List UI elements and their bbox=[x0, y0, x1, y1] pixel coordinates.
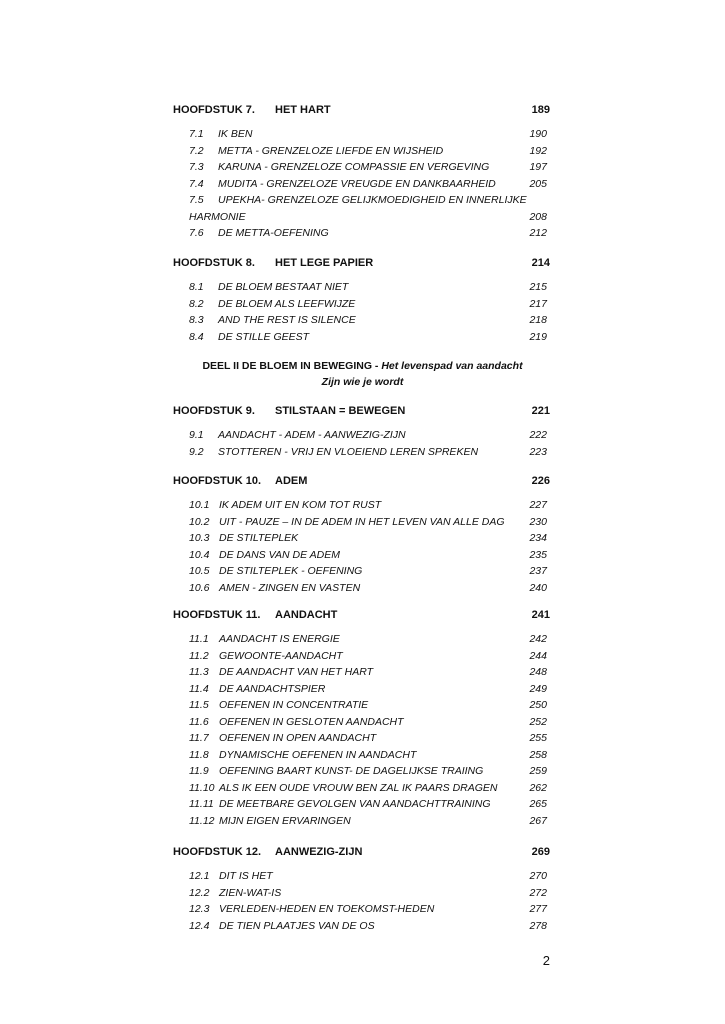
chapter-heading[interactable] bbox=[173, 607, 550, 624]
entry-number: 11.9 bbox=[189, 765, 209, 777]
entry-title: DYNAMISCHE OEFENEN IN AANDACHT bbox=[219, 748, 417, 761]
entry-title: DE STILLE GEEST bbox=[218, 330, 310, 343]
entry-page: 250 bbox=[529, 699, 547, 711]
entry-title: DE TIEN PLAATJES VAN DE OS bbox=[219, 919, 375, 932]
chapter-page: 214 bbox=[531, 257, 550, 269]
entry-page: 230 bbox=[529, 515, 547, 528]
chapter-title: STILSTAAN = BEWEGEN bbox=[275, 405, 406, 417]
chapter-number: HOOFDSTUK 12. bbox=[173, 846, 262, 858]
chapter-number: HOOFDSTUK 9. bbox=[173, 405, 255, 417]
part-subtitle: Het levenspad van aandacht bbox=[381, 360, 523, 372]
entry-number: 11.12 bbox=[189, 814, 215, 827]
entry-number: 7.3 bbox=[189, 161, 204, 173]
toc-entry[interactable] bbox=[189, 563, 547, 579]
entry-page: 215 bbox=[529, 281, 547, 293]
toc-entry[interactable] bbox=[189, 648, 547, 664]
entry-number: 10.4 bbox=[189, 548, 210, 561]
chapter-page: 226 bbox=[531, 475, 550, 487]
entry-number: 7.1 bbox=[189, 128, 204, 140]
entry-title: UPEKHA- GRENZELOZE GELIJKMOEDIGHEID EN INNERLIJKE bbox=[218, 194, 527, 206]
entry-number: 11.8 bbox=[189, 748, 209, 761]
entry-page: 217 bbox=[529, 297, 547, 310]
entry-page: 197 bbox=[529, 161, 547, 173]
entry-number: 8.4 bbox=[189, 330, 204, 343]
entry-number: 11.10 bbox=[189, 781, 215, 794]
toc-entry[interactable] bbox=[189, 918, 547, 934]
toc-entry[interactable] bbox=[189, 126, 547, 142]
entry-number: 12.2 bbox=[189, 886, 210, 899]
entry-title: DE STILTEPLEK bbox=[219, 532, 299, 544]
entry-number: 11.7 bbox=[189, 732, 209, 744]
entry-page: 227 bbox=[529, 499, 547, 511]
page-number: 2 bbox=[542, 953, 550, 968]
toc-entry-continuation[interactable] bbox=[189, 209, 547, 225]
entry-page: 218 bbox=[529, 314, 547, 326]
entry-title: METTA - GRENZELOZE LIEFDE EN WIJSHEID bbox=[218, 144, 444, 157]
entry-page: 208 bbox=[529, 210, 547, 223]
chapter-number: HOOFDSTUK 8. bbox=[173, 257, 255, 269]
toc-entry[interactable] bbox=[189, 664, 547, 680]
entry-page: 212 bbox=[529, 227, 547, 239]
entry-page: 240 bbox=[529, 581, 547, 594]
entry-number: 9.1 bbox=[189, 429, 204, 441]
toc-entry[interactable] bbox=[189, 580, 547, 596]
entry-number: 8.1 bbox=[189, 281, 204, 293]
entry-number: 11.1 bbox=[189, 633, 209, 645]
entry-number: 12.1 bbox=[189, 870, 210, 882]
entry-title: IK ADEM UIT EN KOM TOT RUST bbox=[219, 499, 382, 511]
part-motto: Zijn wie je wordt bbox=[321, 376, 404, 388]
entry-page: 235 bbox=[529, 548, 547, 561]
entry-title: GEWOONTE-AANDACHT bbox=[219, 649, 343, 662]
toc-entry[interactable] bbox=[189, 714, 547, 730]
toc-entry[interactable] bbox=[189, 747, 547, 763]
entry-number: 12.3 bbox=[189, 903, 210, 915]
toc-entry[interactable] bbox=[189, 813, 547, 829]
part-heading-line2 bbox=[150, 374, 575, 390]
entry-number: 10.2 bbox=[189, 515, 210, 528]
toc-entry[interactable] bbox=[189, 176, 547, 192]
toc-entry[interactable] bbox=[189, 547, 547, 563]
entry-title: MIJN EIGEN ERVARINGEN bbox=[219, 814, 351, 827]
entry-page: 267 bbox=[529, 814, 547, 827]
toc-entry[interactable] bbox=[189, 497, 547, 513]
part-heading bbox=[150, 358, 575, 374]
entry-title: AMEN - ZINGEN EN VASTEN bbox=[219, 581, 361, 594]
entry-page: 270 bbox=[529, 870, 547, 882]
chapter-heading[interactable] bbox=[173, 403, 550, 420]
entry-number: 8.3 bbox=[189, 314, 204, 326]
toc-entry[interactable] bbox=[189, 143, 547, 159]
entry-number: 10.1 bbox=[189, 499, 210, 511]
entry-page: 259 bbox=[529, 765, 547, 777]
chapter-number: HOOFDSTUK 10. bbox=[173, 475, 262, 487]
entry-page: 265 bbox=[529, 798, 547, 810]
chapter-page: 189 bbox=[531, 104, 550, 116]
entry-page: 249 bbox=[529, 682, 547, 695]
toc-entry[interactable] bbox=[189, 192, 547, 208]
entry-title: OEFENEN IN GESLOTEN AANDACHT bbox=[219, 715, 404, 728]
entry-title: IK BEN bbox=[218, 128, 253, 140]
chapter-page: 269 bbox=[531, 846, 550, 858]
entry-page: 190 bbox=[529, 128, 547, 140]
chapter-title: HET HART bbox=[275, 104, 331, 116]
toc-entry[interactable] bbox=[189, 681, 547, 697]
entry-page: 192 bbox=[529, 144, 547, 157]
entry-number: 11.6 bbox=[189, 715, 209, 728]
entry-number: 7.5 bbox=[189, 194, 204, 206]
toc-entry[interactable] bbox=[189, 631, 547, 647]
entry-page: 237 bbox=[529, 565, 547, 577]
chapter-number: HOOFDSTUK 11. bbox=[173, 609, 261, 621]
toc-entry[interactable] bbox=[189, 901, 547, 917]
entry-title: DE MEETBARE GEVOLGEN VAN AANDACHTTRAINING bbox=[219, 798, 491, 810]
toc-entry[interactable] bbox=[189, 159, 547, 175]
entry-page: 262 bbox=[529, 781, 547, 794]
entry-title: MUDITA - GRENZELOZE VREUGDE EN DANKBAARHEID bbox=[218, 177, 496, 190]
entry-title: DE AANDACHTSPIER bbox=[219, 682, 326, 695]
toc-entry[interactable] bbox=[189, 763, 547, 779]
chapter-heading[interactable] bbox=[173, 102, 550, 119]
chapter-title: ADEM bbox=[275, 475, 308, 487]
toc-entry[interactable] bbox=[189, 514, 547, 530]
entry-page: 242 bbox=[529, 633, 547, 645]
entry-page: 255 bbox=[529, 732, 547, 744]
entry-page: 219 bbox=[529, 330, 547, 343]
entry-number: 8.2 bbox=[189, 297, 204, 310]
entry-title: OEFENING BAART KUNST- DE DAGELIJKSE TRAIING bbox=[219, 765, 484, 777]
entry-title: OEFENEN IN OPEN AANDACHT bbox=[219, 732, 377, 744]
chapter-heading[interactable] bbox=[173, 473, 550, 490]
toc-entry[interactable] bbox=[189, 780, 547, 796]
entry-number: 9.2 bbox=[189, 445, 204, 458]
entry-page: 252 bbox=[529, 715, 547, 728]
entry-page: 248 bbox=[529, 666, 547, 678]
toc-entry[interactable] bbox=[189, 329, 547, 345]
part-label: DEEL II DE BLOEM IN BEWEGING - bbox=[202, 360, 382, 372]
toc-entry[interactable] bbox=[189, 312, 547, 328]
entry-title: DE DANS VAN DE ADEM bbox=[219, 548, 340, 561]
entry-number: 10.6 bbox=[189, 581, 210, 594]
entry-page: 234 bbox=[529, 532, 547, 544]
entry-title: AND THE REST IS SILENCE bbox=[218, 314, 356, 326]
toc-entry[interactable] bbox=[189, 279, 547, 295]
entry-title: DIT IS HET bbox=[219, 870, 273, 882]
toc-entry[interactable] bbox=[189, 796, 547, 812]
chapter-title: AANDACHT bbox=[275, 609, 338, 621]
chapter-page: 241 bbox=[531, 609, 550, 621]
toc-entry[interactable] bbox=[189, 697, 547, 713]
entry-title: DE AANDACHT VAN HET HART bbox=[219, 666, 374, 678]
entry-title: DE BLOEM BESTAAT NIET bbox=[218, 281, 349, 293]
chapter-title: AANWEZIG-ZIJN bbox=[275, 846, 363, 858]
entry-title: ALS IK EEN OUDE VROUW BEN ZAL IK PAARS DRAGEN bbox=[219, 781, 498, 794]
toc-entry[interactable] bbox=[189, 225, 547, 241]
chapter-page: 221 bbox=[531, 405, 550, 417]
entry-number: 11.3 bbox=[189, 666, 209, 678]
entry-title: VERLEDEN-HEDEN EN TOEKOMST-HEDEN bbox=[219, 903, 435, 915]
entry-number: 7.2 bbox=[189, 144, 204, 157]
entry-title-continuation: HARMONIE bbox=[189, 210, 246, 223]
entry-page: 272 bbox=[529, 886, 547, 899]
entry-number: 7.4 bbox=[189, 177, 204, 190]
entry-number: 7.6 bbox=[189, 227, 204, 239]
entry-title: DE STILTEPLEK - OEFENING bbox=[219, 565, 363, 577]
chapter-heading[interactable] bbox=[173, 255, 550, 272]
entry-title: OEFENEN IN CONCENTRATIE bbox=[219, 699, 369, 711]
entry-number: 10.5 bbox=[189, 565, 210, 577]
entry-page: 223 bbox=[529, 445, 547, 458]
entry-title: UIT - PAUZE – IN DE ADEM IN HET LEVEN VAN ALLE DAG bbox=[219, 515, 505, 528]
entry-page: 222 bbox=[529, 429, 547, 441]
entry-number: 11.4 bbox=[189, 682, 209, 695]
entry-page: 258 bbox=[529, 748, 547, 761]
entry-title: STOTTEREN - VRIJ EN VLOEIEND LEREN SPREKEN bbox=[218, 445, 479, 458]
chapter-title: HET LEGE PAPIER bbox=[275, 257, 374, 269]
toc-entry[interactable] bbox=[189, 530, 547, 546]
toc-entry[interactable] bbox=[189, 444, 547, 460]
toc-entry[interactable] bbox=[189, 730, 547, 746]
entry-number: 10.3 bbox=[189, 532, 210, 544]
entry-page: 244 bbox=[529, 649, 547, 662]
entry-number: 11.5 bbox=[189, 699, 209, 711]
entry-title: AANDACHT IS ENERGIE bbox=[219, 633, 340, 645]
entry-title: ZIEN-WAT-IS bbox=[219, 886, 282, 899]
entry-number: 12.4 bbox=[189, 919, 210, 932]
entry-title: KARUNA - GRENZELOZE COMPASSIE EN VERGEVING bbox=[218, 161, 490, 173]
toc-entry[interactable] bbox=[189, 868, 547, 884]
entry-page: 277 bbox=[529, 903, 547, 915]
entry-number: 11.11 bbox=[189, 798, 214, 810]
entry-title: AANDACHT - ADEM - AANWEZIG-ZIJN bbox=[218, 429, 406, 441]
chapter-heading[interactable] bbox=[173, 844, 550, 861]
toc-entry[interactable] bbox=[189, 885, 547, 901]
entry-page: 205 bbox=[529, 177, 547, 190]
entry-number: 11.2 bbox=[189, 649, 209, 662]
chapter-number: HOOFDSTUK 7. bbox=[173, 104, 255, 116]
toc-entry[interactable] bbox=[189, 427, 547, 443]
toc-entry[interactable] bbox=[189, 296, 547, 312]
entry-title: DE BLOEM ALS LEEFWIJZE bbox=[218, 297, 356, 310]
entry-page: 278 bbox=[529, 919, 547, 932]
entry-title: DE METTA-OEFENING bbox=[218, 227, 329, 239]
